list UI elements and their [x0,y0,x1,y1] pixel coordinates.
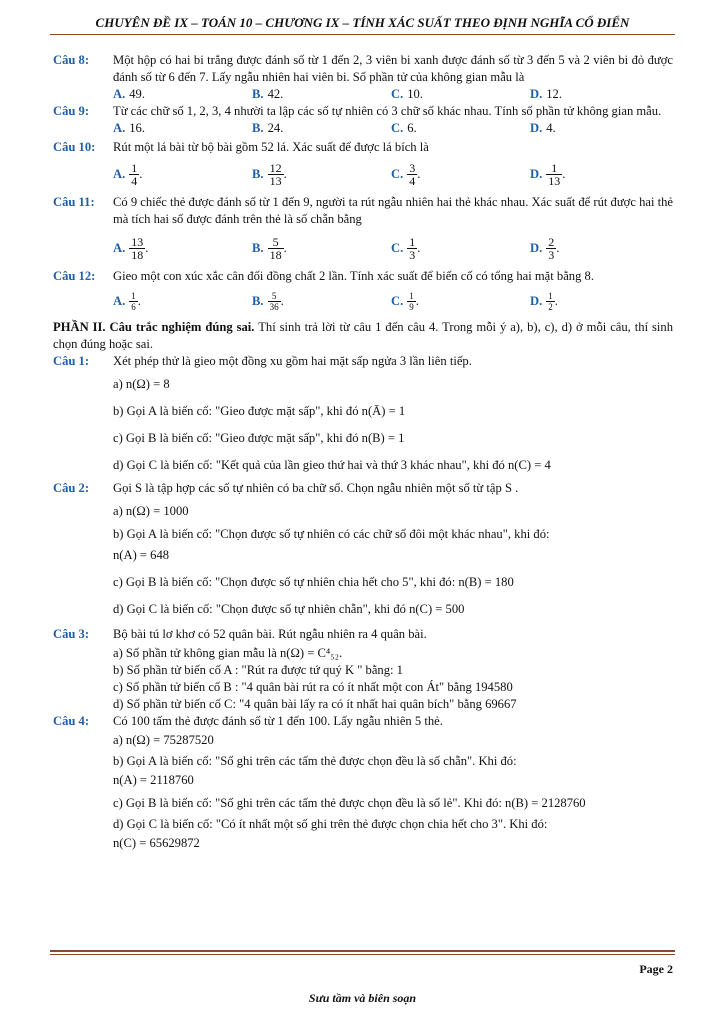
statement-d[interactable] [113,816,673,852]
question-text: Một hộp có hai bi trắng được đánh số từ 1 đến 2, 3 viên bi xanh được đánh số từ 3 đến 5 và 2 viên bi đỏ được đánh số từ 6 đến 7. Lấy ngẫu nhiên hai viên bi. Số phần tử của không gian mẫu là [113,53,673,84]
question-label: Câu 9: [53,104,90,118]
question-text: Từ các chữ số 1, 2, 3, 4 nhười ta lập các số tự nhiên có 3 chữ số khác nhau. Tính số phần tử không gian mẫu. [113,104,662,118]
question-text: Rút một lá bài từ bộ bài gồm 52 lá. Xác suất để được lá bích là [113,140,429,154]
page-number: Page 2 [639,962,673,976]
fraction: $\frac{5}{18}$ [269,234,282,262]
question-9 [53,103,673,120]
question-label: Câu 12: [53,269,96,283]
option-a[interactable]: A. 49. [113,87,145,101]
options-11 [113,228,673,268]
option-b[interactable]: B. $\frac{12}{13}$ . [252,160,287,188]
option-a[interactable]: A. $\frac{1}{6}$ . [113,290,141,312]
question-text: Bộ bài tú lơ khơ có 52 quân bài. Rút ngẫu nhiên ra 4 quân bài. [113,627,427,641]
part-2-heading [53,319,673,353]
page-header: CHUYÊN ĐỀ IX – TOÁN 10 – CHƯƠNG IX – TÍNH XÁC SUẤT THEO ĐỊNH NGHĨA CỔ ĐIỂN [50,14,675,35]
option-b[interactable]: B. $\frac{5}{18}$ . [252,234,287,262]
question-label: Câu 4: [53,714,90,728]
statement-b[interactable] [113,753,673,789]
footer-credit: Sưu tầm và biên soạn [308,991,417,1005]
statement-b-value: n(A) = 2118760 [113,773,194,787]
question-label: Câu 11: [53,195,95,209]
options-10 [113,156,673,192]
question-label: Câu 3: [53,627,90,641]
option-d[interactable]: D. $\frac{2}{3}$ . [530,234,560,262]
statement-a[interactable]: a) n(Ω) = 75287520 [113,733,214,747]
statement-b[interactable]: b) Số phần tử biến cố A : "Rút ra được tứ quý K " bằng: 1 [113,663,403,677]
option-c[interactable]: C. $\frac{1}{9}$ . [391,290,419,312]
statement-c[interactable]: c) Gọi B là biến cố: "Số ghi trên các tấm thẻ được chọn đều là số lẻ". Khi đó: n(B) = 2128760 [113,796,586,810]
statement-c[interactable]: c) Gọi B là biến cố: "Gieo được mặt sấp", khi đó n(B) = 1 [113,431,405,445]
statement-b[interactable]: b) Gọi A là biến cố: "Gieo được mặt sấp", khi đó n(Ā) = 1 [113,404,406,418]
fraction: $\frac{3}{4}$ [409,160,416,188]
question-11 [53,194,673,228]
tf-question-2 [53,480,673,497]
fraction: $\frac{1}{9}$ [409,290,414,312]
statement-d-value: n(C) = 65629872 [113,836,200,850]
option-b[interactable]: B. $\frac{5}{36}$ . [252,290,284,312]
fraction: $\frac{2}{3}$ [548,234,555,262]
fraction: $\frac{13}{18}$ [131,234,144,262]
fraction: $\frac{1}{4}$ [131,160,138,188]
options-9 [113,120,673,137]
option-a[interactable]: A. $\frac{13}{18}$ . [113,234,149,262]
question-label: Câu 10: [53,140,96,154]
question-label: Câu 2: [53,481,90,495]
fraction: $\frac{1}{3}$ [409,234,416,262]
option-c[interactable]: C. 10. [391,87,423,101]
option-c[interactable]: C. $\frac{1}{3}$ . [391,234,421,262]
statement-d[interactable]: d) Gọi C là biến cố: "Kết quả của lần gieo thứ hai và thứ 3 khác nhau", khi đó n(C) = 4 [113,458,551,472]
question-label: Câu 1: [53,354,90,368]
fraction: $\frac{1}{13}$ [548,160,561,188]
part-2-title: PHẦN II. Câu trắc nghiệm đúng sai. [53,320,255,334]
question-label: Câu 8: [53,53,90,67]
option-a[interactable]: A. $\frac{1}{4}$ . [113,160,143,188]
statement-d-text: d) Gọi C là biến cố: "Có ít nhất một số ghi trên thẻ được chọn chia hết cho 3". Khi đó: [113,817,548,831]
statement-a[interactable]: a) n(Ω) = 8 [113,377,170,391]
tf-question-3 [53,626,673,643]
fraction: $\frac{12}{13}$ [269,160,282,188]
option-d[interactable]: D. $\frac{1}{13}$ . [530,160,566,188]
question-12 [53,268,673,285]
tf-question-1 [53,353,673,370]
statement-b-value: n(A) = 648 [113,548,170,562]
option-c[interactable]: C. 6. [391,121,417,135]
option-d[interactable]: D. 4. [530,121,556,135]
statement-b-text: b) Gọi A là biến cố: "Chọn được số tự nhiên có các chữ số đôi một khác nhau", khi đó: [113,527,550,541]
option-c[interactable]: C. $\frac{3}{4}$ . [391,160,421,188]
statement-c[interactable]: c) Số phần tử biến cố B : "4 quân bài rút ra có ít nhất một con Át" bằng 194580 [113,680,513,694]
statement-a[interactable]: a) n(Ω) = 1000 [113,504,189,518]
statement-b-text: b) Gọi A là biến cố: "Số ghi trên các tấm thẻ được chọn đều là số chẵn". Khi đó: [113,754,517,768]
fraction: $\frac{5}{36}$ [269,290,279,312]
statement-d[interactable]: d) Gọi C là biến cố: "Chọn được số tự nhiên chẵn", khi đó n(C) = 500 [113,602,465,616]
statement-a[interactable]: a) Số phần tử không gian mẫu là n(Ω) = C⁴₅₂. [113,646,343,660]
question-10 [53,139,673,156]
options-12 [113,285,673,317]
option-d[interactable]: D. $\frac{1}{2}$ . [530,290,558,312]
part-2-instructions: Thí sinh trả lời từ câu 1 đến câu 4. Trong mỗi ý a), b), c), d) ở mỗi câu, thí sinh chọn đúng hoặc sai. [53,320,674,351]
question-8 [53,52,673,86]
question-text: Xét phép thử là gieo một đồng xu gồm hai mặt sấp ngửa 3 lần liên tiếp. [113,354,472,368]
option-b[interactable]: B. 42. [252,87,284,101]
fraction: $\frac{1}{2}$ [548,290,553,312]
document-content [53,52,673,852]
question-text: Gọi S là tập hợp các số tự nhiên có ba chữ số. Chọn ngẫu nhiên một số từ tập S . [113,481,519,495]
statement-d[interactable]: d) Số phần tử biến cố C: "4 quân bài lấy ra có ít nhất hai quân bích" bằng 69667 [113,697,517,711]
option-a[interactable]: A. 16. [113,121,145,135]
fraction: $\frac{1}{6}$ [131,290,136,312]
footer-divider-thin [50,954,675,955]
option-b[interactable]: B. 24. [252,121,284,135]
question-text: Gieo một con xúc xắc cân đối đồng chất 2 lần. Tính xác suất để biến cố có tổng hai mặt bằng 8. [113,269,594,283]
statement-b[interactable] [113,526,673,564]
tf-question-4 [53,713,673,730]
question-text: Có 100 tấm thẻ được đánh số từ 1 đến 100. Lấy ngẫu nhiên 5 thẻ. [113,714,443,728]
option-d[interactable]: D. 12. [530,87,562,101]
statement-c[interactable]: c) Gọi B là biến cố: "Chọn được số tự nhiên chia hết cho 5", khi đó: n(B) = 180 [113,575,514,589]
options-8 [113,86,673,103]
question-text: Có 9 chiếc thẻ được đánh số từ 1 đến 9, người ta rút ngẫu nhiên hai thẻ khác nhau. Xác suất để rút được hai thẻ mà tích hai số được đánh trên thẻ là số chẵn bằng [113,195,673,226]
footer-divider [50,950,675,952]
